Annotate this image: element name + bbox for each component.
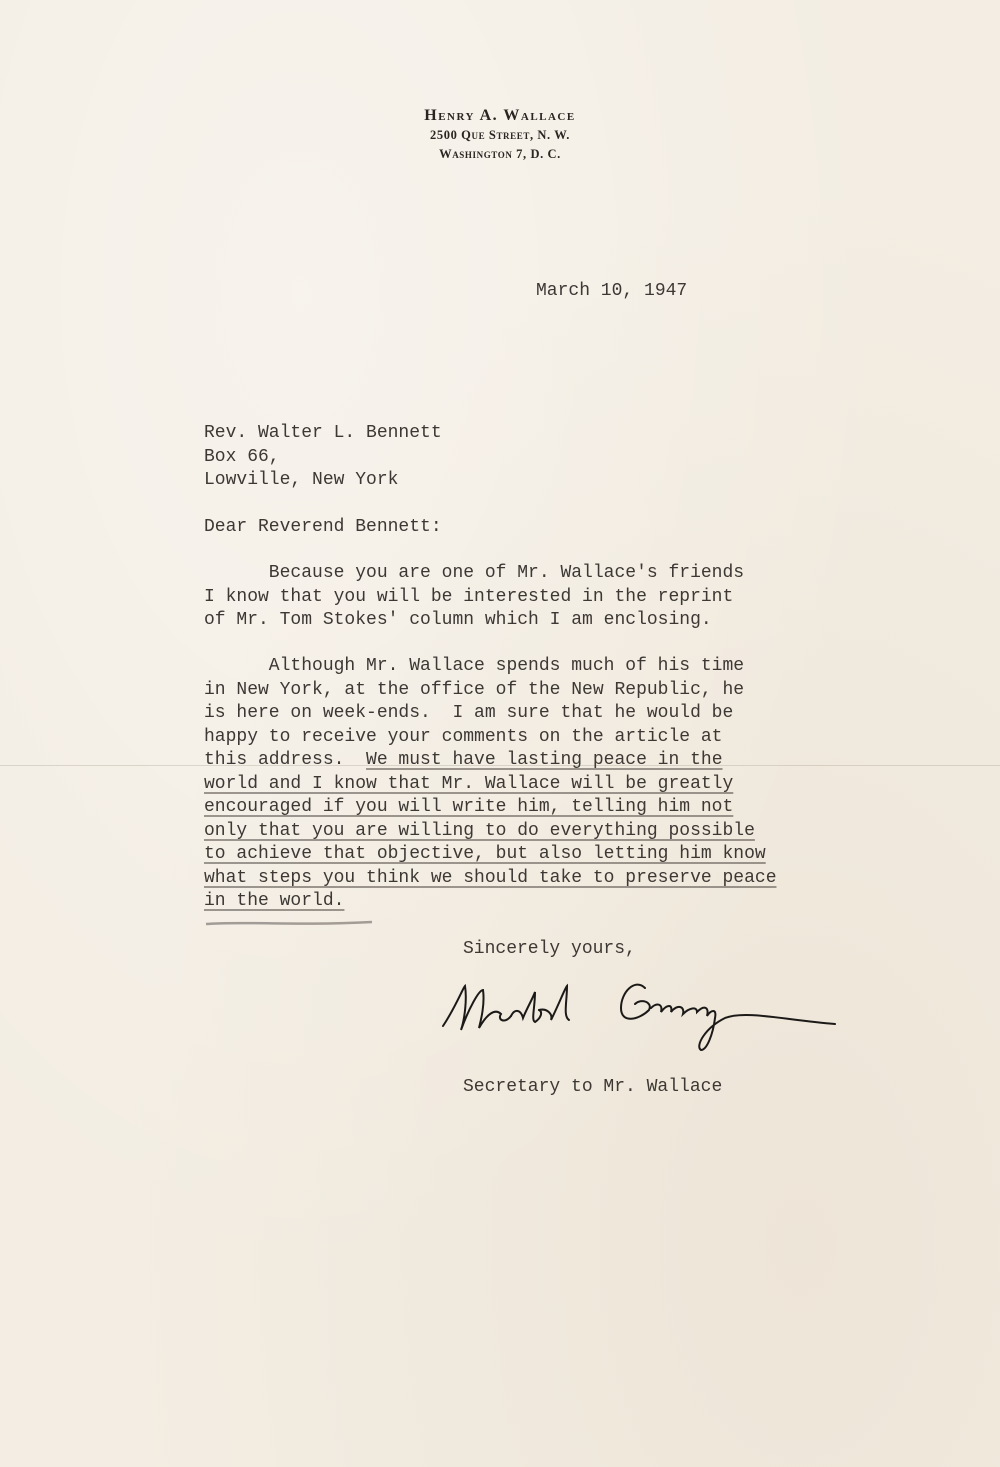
body-line: happy to receive your comments on the article at [204, 726, 723, 747]
recipient-box: Box 66, [204, 446, 280, 467]
pencil-underline-mark [204, 918, 374, 928]
underlined-line: encouraged if you will write him, telling him not [204, 797, 734, 817]
recipient-name: Rev. Walter L. Bennett [204, 423, 442, 443]
body-line: in New York, at the office of the New Republic, he [204, 679, 745, 700]
underlined-line: only that you are willing to do everything possible [204, 820, 755, 841]
underlined-text: We must have lasting peace in the [366, 750, 723, 770]
body-line [204, 749, 777, 773]
salutation: Dear Reverend Bennett: [204, 517, 442, 537]
body-line: of Mr. Tom Stokes' column which I am enclosing. [204, 610, 712, 630]
letter-date: March 10, 1947 [536, 281, 688, 301]
body-line: Although Mr. Wallace spends much of his time [204, 656, 745, 676]
underlined-line: in the world. [204, 891, 345, 911]
body-line: Because you are one of Mr. Wallace's friends [204, 563, 745, 583]
underlined-line: what steps you think we should take to preserve peace [204, 867, 777, 888]
paragraph-1 [204, 562, 744, 633]
handwritten-signature [435, 968, 855, 1058]
body-line: I know that you will be interested in the reprint [204, 586, 734, 607]
underlined-line: world and I know that Mr. Wallace will be greatly [204, 773, 734, 794]
body-line: is here on week-ends. I am sure that he would be [204, 703, 734, 723]
recipient-city: Lowville, New York [204, 470, 399, 490]
paragraph-2 [204, 655, 777, 914]
letterhead [370, 106, 630, 164]
letterhead-city: Washington 7, D. C. [439, 147, 561, 161]
underlined-line: to achieve that objective, but also letting him know [204, 844, 766, 864]
closing: Sincerely yours, [463, 939, 636, 959]
body-text: this address. [204, 750, 367, 770]
recipient-address [204, 422, 442, 493]
letterhead-name: Henry A. Wallace [424, 107, 576, 124]
signer-title: Secretary to Mr. Wallace [463, 1077, 723, 1097]
letterhead-street: 2500 Que Street, N. W. [430, 128, 570, 142]
